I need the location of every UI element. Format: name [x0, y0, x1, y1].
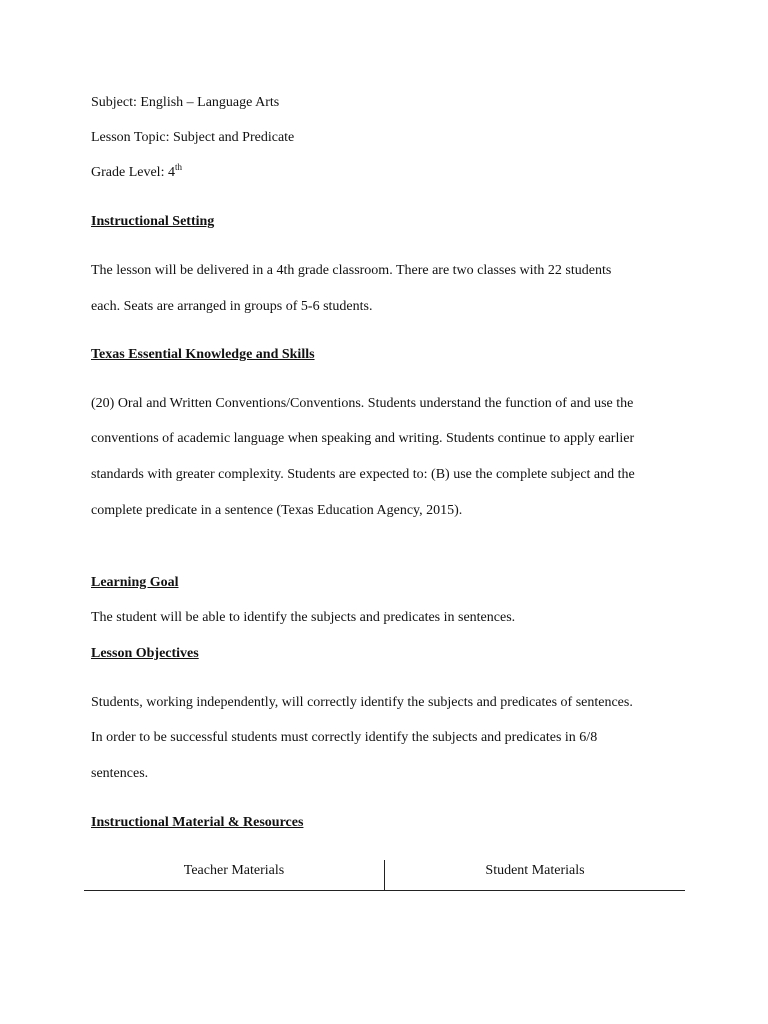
subject-line: Subject: English – Language Arts	[91, 95, 280, 110]
grade-level-line	[91, 162, 182, 181]
learning-goal-heading: Learning Goal	[91, 575, 179, 590]
teks-text-line-1: (20) Oral and Written Conventions/Conventions. Students understand the function of and use the	[91, 396, 634, 411]
materials-heading: Instructional Material & Resources	[91, 815, 304, 830]
setting-text-line-2: each. Seats are arranged in groups of 5-6 students.	[91, 299, 373, 314]
grade-level-ordinal: th	[174, 162, 182, 172]
objectives-text-line-2: In order to be successful students must correctly identify the subjects and predicates in 6/8	[91, 730, 598, 745]
setting-text-line-1: The lesson will be delivered in a 4th grade classroom. There are two classes with 22 students	[91, 263, 612, 278]
materials-table	[84, 860, 685, 891]
lesson-topic-line: Lesson Topic: Subject and Predicate	[91, 130, 295, 145]
learning-goal-text: The student will be able to identify the subjects and predicates in sentences.	[91, 610, 516, 625]
lesson-objectives-heading: Lesson Objectives	[91, 646, 199, 661]
teacher-materials-header: Teacher Materials	[183, 863, 285, 878]
teks-heading: Texas Essential Knowledge and Skills	[91, 347, 315, 362]
instructional-setting-heading: Instructional Setting	[91, 214, 215, 229]
objectives-text-line-1: Students, working independently, will correctly identify the subjects and predicates of sentences.	[91, 695, 633, 710]
grade-level-text: Grade Level: 4	[91, 165, 175, 180]
teks-text-line-2: conventions of academic language when speaking and writing. Students continue to apply earlier	[91, 431, 635, 446]
student-materials-header: Student Materials	[485, 863, 585, 878]
teks-text-line-4: complete predicate in a sentence (Texas Education Agency, 2015).	[91, 503, 463, 518]
teks-text-line-3: standards with greater complexity. Students are expected to: (B) use the complete subject and the	[91, 467, 635, 482]
objectives-text-line-3: sentences.	[91, 766, 149, 781]
